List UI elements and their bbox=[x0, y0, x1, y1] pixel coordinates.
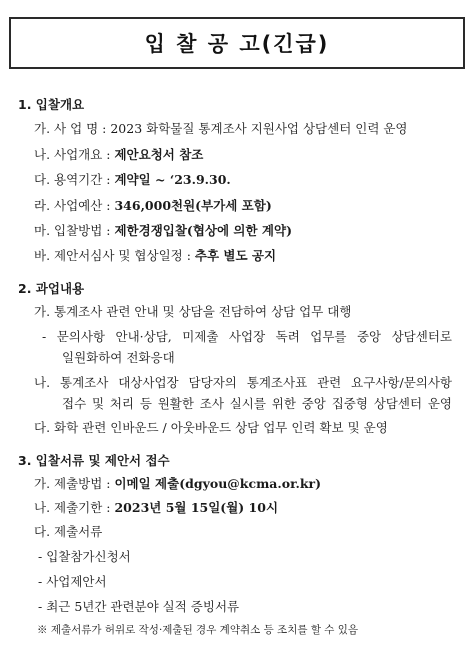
scope-item-c: 다. 화학 관련 인바운드 / 아웃바운드 상담 업무 인력 확보 및 운영 bbox=[34, 420, 388, 435]
scope-item-b: 나. 통계조사 대상사업장 담당자의 통계조사표 관련 요구사항/문의사항 bbox=[34, 375, 452, 390]
document-list-item: - 입찰참가신청서 bbox=[38, 549, 131, 564]
item-label: 라. 사업예산 : bbox=[34, 198, 115, 213]
item-submission-documents bbox=[34, 524, 102, 540]
scope-subitem: - 문의사항 안내·상담, 미제출 사업장 독려 업무를 중앙 상담센터로 bbox=[42, 329, 452, 344]
item-label: 다. 용역기간 : bbox=[34, 172, 115, 187]
item-value: 제안요청서 참조 bbox=[114, 147, 204, 162]
announcement-title-box bbox=[9, 17, 465, 69]
section-heading-overview: 1. 입찰개요 bbox=[18, 97, 85, 112]
item-label: 가. 사 업 명 : bbox=[34, 121, 111, 136]
item-label: 다. 제출서류 bbox=[34, 524, 103, 539]
item-value: 추후 별도 공지 bbox=[194, 248, 277, 263]
item-value: 346,000천원(부가세 포함) bbox=[114, 198, 272, 213]
page-title: 입 찰 공 고(긴급) bbox=[144, 32, 330, 56]
item-budget bbox=[34, 198, 272, 214]
item-value: 계약일 ~ ‘23.9.30. bbox=[114, 172, 231, 187]
item-label: 바. 제안서심사 및 협상일정 : bbox=[34, 248, 195, 263]
item-value: 이메일 제출(dgyou@kcma.or.kr) bbox=[114, 476, 322, 491]
warning-note: ※ 제출서류가 허위로 작성·제출된 경우 계약취소 등 조치를 할 수 있음 bbox=[37, 624, 359, 636]
item-label: 나. 제출기한 : bbox=[34, 500, 115, 515]
document-list-item: - 최근 5년간 관련분야 실적 증빙서류 bbox=[38, 599, 240, 614]
item-value: 제한경쟁입찰(협상에 의한 계약) bbox=[114, 223, 292, 238]
section-heading-submission: 3. 입찰서류 및 제안서 접수 bbox=[18, 453, 170, 468]
scope-item-b-continued: 접수 및 처리 등 원활한 조사 실시를 위한 중앙 집중형 상담센터 운영 bbox=[62, 396, 452, 411]
item-review-schedule bbox=[34, 248, 276, 264]
scope-subitem-continued: 일원화하여 전화응대 bbox=[62, 350, 175, 365]
item-submission-method bbox=[34, 476, 321, 492]
item-project-summary bbox=[34, 147, 203, 163]
section-heading-scope: 2. 과업내용 bbox=[18, 281, 85, 296]
item-value: 2023년 5월 15일(월) 10시 bbox=[114, 500, 279, 515]
item-bidding-method bbox=[34, 223, 292, 239]
document-list-item: - 사업제안서 bbox=[38, 574, 107, 589]
item-submission-deadline bbox=[34, 500, 278, 516]
item-label: 마. 입찰방법 : bbox=[34, 223, 115, 238]
item-label: 가. 제출방법 : bbox=[34, 476, 115, 491]
scope-item-a: 가. 통계조사 관련 안내 및 상담을 전담하여 상담 업무 대행 bbox=[34, 304, 352, 319]
item-project-name bbox=[34, 121, 408, 137]
item-value: 2023 화학물질 통계조사 지원사업 상담센터 인력 운영 bbox=[110, 121, 408, 136]
item-service-period bbox=[34, 172, 231, 188]
item-label: 나. 사업개요 : bbox=[34, 147, 115, 162]
